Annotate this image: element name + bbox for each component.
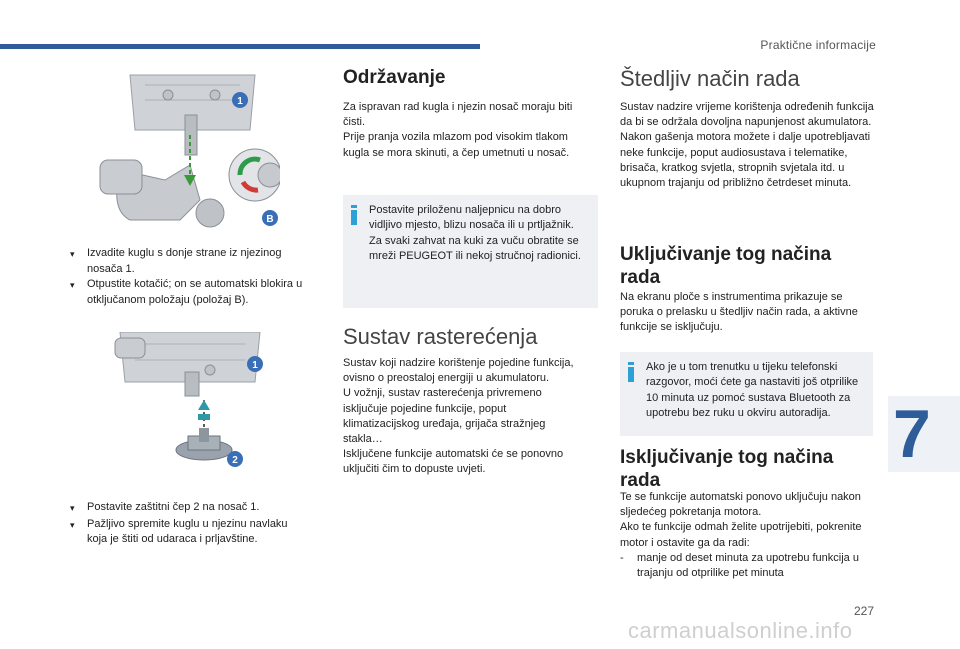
- bullet-icon: ▾: [70, 249, 75, 259]
- page-number: 227: [853, 604, 874, 618]
- heading-odrzavanje: Održavanje: [343, 67, 446, 88]
- info-icon: [628, 362, 634, 382]
- heading-iskljucivanje: Isključivanje tog načina rada: [620, 447, 834, 491]
- info-box-sticker: [343, 195, 598, 308]
- watermark: carmanualsonline.info: [628, 618, 853, 643]
- paragraph-ukljucivanje: Na ekranu ploče s instrumentima prikazuje se poruka o prelasku u štedljiv način rada, a aktivne funkcije se isključuju.: [620, 291, 858, 334]
- heading-ukljucivanje: Uključivanje tog načina rada: [620, 244, 832, 288]
- callout-2: 2: [232, 455, 238, 466]
- heading-rasterecenje: Sustav rasterećenja: [343, 324, 538, 349]
- info-text: Ako je u tom trenutku u tijeku telefonski razgovor, moći ćete ga nastaviti još otprilike 10 minuta uz pomoć sustava Bluetooth za upotrebu bez ruku u okviru autoradija.: [646, 361, 859, 420]
- list-item: - manje od deset minuta za upotrebu funkcija u trajanju od otprilike pet minuta: [620, 552, 859, 580]
- paragraph-rasterecenje: Sustav koji nadzire korištenje pojedine funkcija, ovisno o preostaloj energiji u akumulatoru. U vožnji, sustav rasterećenja privremeno isključuje pojedine funkcije, poput klimatizacijskog uređaja, grijača stražnjeg stakla… Isključene funkcije automatski će se ponovno uključiti čim to dopuste uvjeti.: [343, 357, 574, 476]
- list-item: ▾ Otpustite kotačić; on se automatski blokira u otključanom položaju (položaj B).: [70, 277, 305, 308]
- list-item: ▾ Postavite zaštitni čep 2 na nosač 1.: [70, 500, 305, 517]
- callout-1: 1: [237, 96, 243, 107]
- heading-stedljiv: Štedljiv način rada: [620, 66, 800, 91]
- header-accent-bar: [0, 44, 480, 49]
- bullets-removal: [70, 246, 305, 308]
- paragraph-odrzavanje: Za ispravan rad kugla i njezin nosač moraju biti čisti. Prije pranja vozila mlazom pod visokim tlakom kugla se mora skinuti, a čep umetnuti u nosač.: [343, 101, 573, 159]
- paragraph-stedljiv: Sustav nadzire vrijeme korištenja određenih funkcija da bi se održala dovoljna napunjenost akumulatora. Nakon gašenja motora možete i dalje upotrebljavati neke funkcije, poput audiosustava i telematike, brisača, kratkog svjetla, stropnih svjetala itd. u ukupnom trajanju od približno četrdeset minuta.: [620, 101, 874, 190]
- tow-ball-removal-figure: [90, 70, 280, 242]
- info-text: Postavite priloženu naljepnicu na dobro vidljivo mjesto, blizu nosača ili u prtljažnik. Za svaki zahvat na kuki za vuču obratite se mreži PEUGEOT ili nekoj stručnoj radionici.: [369, 204, 581, 263]
- section-header: Praktične informacije: [760, 38, 876, 52]
- callout-1: 1: [252, 360, 258, 371]
- bullets-storage: [70, 500, 305, 548]
- list-item: ▾ Izvadite kuglu s donje strane iz njezinog nosača 1.: [70, 246, 305, 277]
- callout-b: B: [266, 214, 274, 225]
- bullet-icon: ▾: [70, 519, 75, 530]
- bullet-icon: ▾: [70, 503, 75, 513]
- list-item: ▾ Pažljivo spremite kuglu u njezinu navlaku koja je štiti od udaraca i prljavštine.: [70, 517, 305, 548]
- protective-cap-figure: [100, 332, 280, 482]
- dash-list: [620, 551, 878, 581]
- info-icon: [351, 205, 357, 225]
- bullet-icon: ▾: [70, 280, 75, 290]
- info-box-bluetooth: [620, 352, 873, 436]
- chapter-number: 7: [893, 396, 931, 472]
- paragraph-iskljucivanje: Te se funkcije automatski ponovo uključuju nakon sljedećeg pokretanja motora. Ako te funkcije odmah želite upotrijebiti, pokrenite motor i ostavite ga da radi:: [620, 491, 862, 549]
